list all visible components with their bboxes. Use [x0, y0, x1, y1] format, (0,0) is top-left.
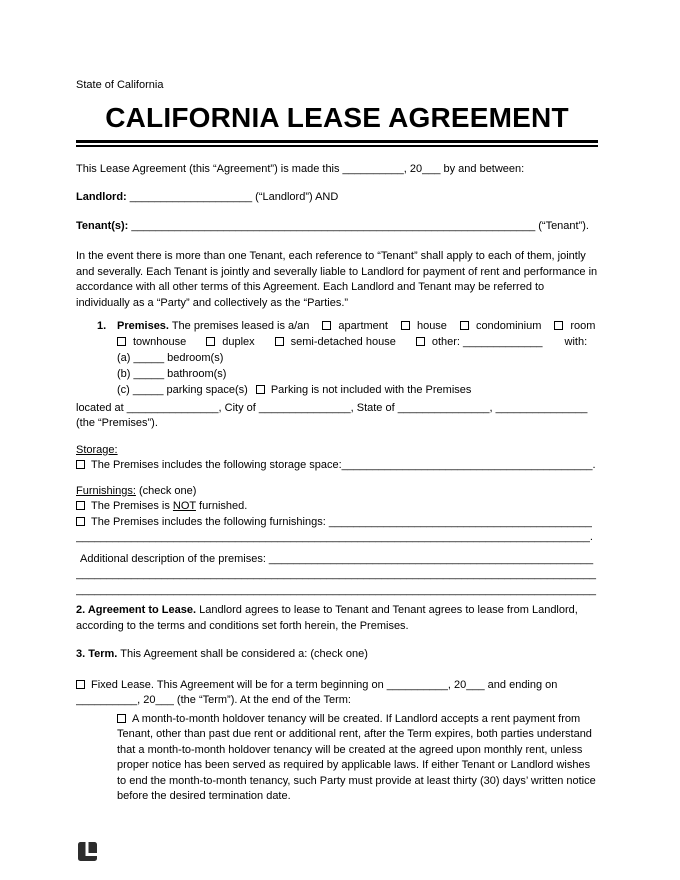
agreement-to-lease-section: 2. Agreement to Lease. Landlord agrees to lease to Tenant and Tenant agrees to lease from Landlord, according to the terms and conditions set forth herein, the Premises. [76, 604, 578, 632]
option-apartment: apartment [322, 320, 388, 332]
additional-blank-line-1: _____________________________________________________________________________________ [76, 568, 597, 581]
duplex-checkbox[interactable] [206, 337, 215, 346]
not-word: NOT [172, 500, 196, 513]
other-checkbox[interactable] [416, 337, 425, 346]
with-suffix: with: [564, 336, 588, 349]
condominium-checkbox[interactable] [460, 321, 469, 330]
premises-options-line2 [117, 335, 598, 351]
premises-item-c: (c) _____ parking space(s) Parking is not included with the Premises [117, 383, 472, 396]
legal-templates-logo-icon [78, 852, 97, 864]
footer [78, 842, 598, 864]
state-label: State of California [76, 79, 164, 91]
located-at-line: located at _______________, City of _______________, State of _______________, _______________ [76, 401, 588, 414]
term-section: 3. Term. This Agreement shall be considered a: (check one) [76, 648, 368, 661]
tenant-blank: __________________________________________________________________ (“Tenant”). [128, 219, 589, 232]
premises-number: 1. [97, 320, 107, 333]
document-title: CALIFORNIA LEASE AGREEMENT [105, 101, 569, 133]
option-room: room [554, 320, 595, 332]
option-semi-detached: semi-detached house [275, 336, 396, 348]
option-condominium: condominium [460, 320, 541, 332]
option-house: house [401, 320, 447, 332]
furnishings-heading: Furnishings: [76, 484, 136, 497]
furnishings-heading-line [76, 484, 598, 500]
additional-description-block [76, 552, 598, 599]
title-rule [76, 140, 598, 147]
landlord-blank: ____________________ (“Landlord”) AND [126, 191, 339, 204]
storage-heading: Storage: [76, 443, 118, 456]
option-townhouse: townhouse [117, 336, 186, 348]
made-this-line: This Lease Agreement (this “Agreement”) is made this __________, 20___ by and between: [76, 162, 525, 175]
option-other: other: _____________ [416, 336, 543, 348]
furnishings-block [76, 484, 598, 546]
premises-item-a: (a) _____ bedroom(s) [117, 352, 224, 365]
apartment-checkbox[interactable] [322, 321, 331, 330]
not-furnished-line: The Premises is NOT furnished. [76, 499, 598, 515]
option-duplex: duplex [206, 336, 254, 348]
agreement-to-lease-heading: 2. Agreement to Lease. [76, 604, 197, 617]
landlord-line [76, 190, 598, 206]
furnishings-list-line: The Premises includes the following furnishings: ___________________________________________ [76, 515, 598, 531]
premises-item-b: (b) _____ bathroom(s) [117, 368, 227, 380]
room-checkbox[interactable] [554, 321, 563, 330]
premises-section [97, 319, 598, 399]
fixed-lease-line-2: __________, 20___ (the “Term”). At the end of the Term: [76, 694, 351, 707]
semi-detached-checkbox[interactable] [275, 337, 284, 346]
additional-description-line: Additional description of the premises: _____________________________________________________ [80, 552, 594, 565]
additional-blank-line-2: _____________________________________________________________________________________ [76, 583, 597, 596]
furnished-checkbox[interactable] [76, 517, 85, 526]
holdover-checkbox[interactable] [117, 714, 126, 723]
fixed-lease-block [76, 678, 598, 709]
storage-option-line: The Premises includes the following storage space:_________________________________________. [76, 458, 598, 474]
located-at-block [76, 401, 598, 432]
townhouse-checkbox[interactable] [117, 337, 126, 346]
parking-not-included-checkbox[interactable] [256, 385, 265, 394]
option-parking-not-included: Parking is not included with the Premises [256, 384, 472, 396]
tenant-line [76, 219, 598, 235]
storage-block [76, 443, 598, 474]
not-furnished-checkbox[interactable] [76, 501, 85, 510]
landlord-label: Landlord: [76, 191, 127, 204]
tenant-label: Tenant(s): [76, 219, 129, 232]
premises-lead-line [97, 319, 598, 335]
fixed-lease-checkbox[interactable] [76, 680, 85, 689]
parties-paragraph: In the event there is more than one Tenant, each reference to “Tenant” shall apply to each of them, jointly and severally. Each Tenant is jointly and severally liable to Landlord for payment of rent and performance in accordance with all other terms of this Agreement. Each Landlord and Tenant may be referred to individually as a “Party” and collectively as the “Parties.” [76, 250, 598, 309]
furnishings-blank-line: ____________________________________________________________________________________. [76, 531, 593, 544]
furnishings-note: (check one) [135, 484, 197, 497]
the-premises-line: (the “Premises”). [76, 417, 158, 430]
storage-checkbox[interactable] [76, 460, 85, 469]
fixed-lease-line-1: Fixed Lease. This Agreement will be for a term beginning on __________, 20___ and ending on [76, 678, 598, 694]
holdover-paragraph: A month-to-month holdover tenancy will be created. If Landlord accepts a rent payment from Tenant, other than past due rent or additional rent, after the Term expires, both parties understand that a month-to-month holdover tenancy will be created at the agreed upon monthly rent, unless proper notice has been served as required by applicable laws. If either Tenant or Landlord wishes to end the month-to-month tenancy, such Party must provide at least thirty (30) days’ written notice before the desired termination date. [117, 712, 596, 803]
house-checkbox[interactable] [401, 321, 410, 330]
premises-heading: Premises. [117, 320, 169, 333]
premises-lead-text: The premises leased is a/an [168, 320, 310, 333]
term-heading: 3. Term. [76, 648, 118, 661]
